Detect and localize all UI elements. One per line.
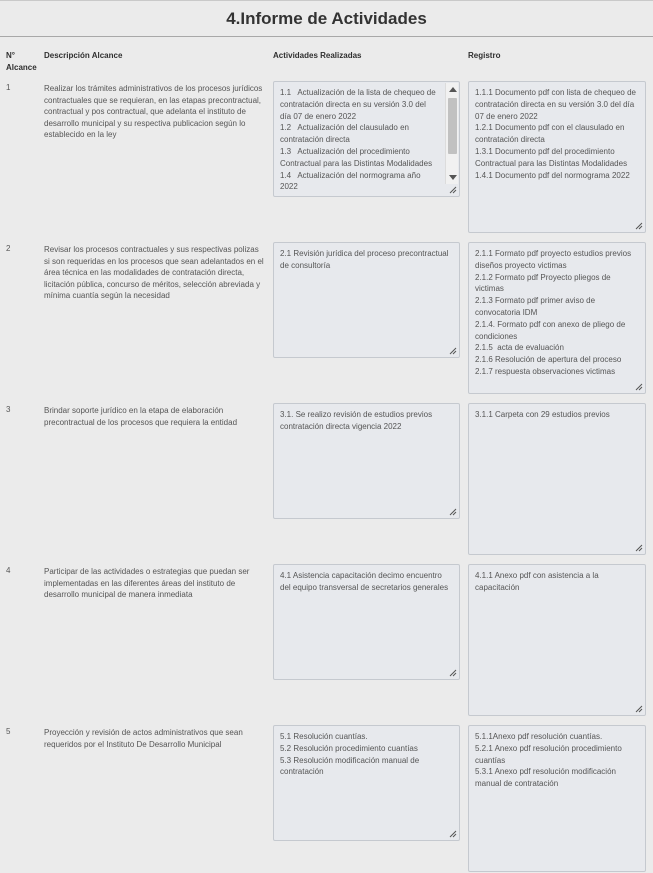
row-2-num: 2 <box>6 244 11 253</box>
row-2-registro-textarea[interactable] <box>468 242 646 394</box>
row-4-actividad-1: 4.1 Asistencia capacitación decimo encuentro del equipo transversal de secretarios generales <box>280 571 449 592</box>
resize-handle-icon[interactable] <box>449 508 457 516</box>
row-1-registro-1: 1.1.1 Documento pdf con lista de chequeo de contratación directa en su versión 3.0 del día 07 de enero 2022 <box>475 88 639 121</box>
row-1-registro-3: 1.3.1 Documento pdf del procedimiento Contractual para las Distintas Modalidades <box>475 146 628 168</box>
row-1-registro-4: 1.4.1 Documento pdf del normograma 2022 <box>475 170 630 180</box>
row-1-registro-2: 1.2.1 Documento pdf con el clausulado en contratación directa <box>475 123 627 145</box>
header-registro: Registro <box>468 51 501 60</box>
row-2-registro-2: 2.1.2 Formato pdf Proyecto pliegos de victimas <box>475 272 613 294</box>
row-5-registro-textarea[interactable] <box>468 725 646 872</box>
resize-handle-icon[interactable] <box>449 347 457 355</box>
resize-handle-icon[interactable] <box>635 705 643 713</box>
scroll-thumb[interactable] <box>448 98 457 154</box>
row-5-actividad-3: 5.3 Resolución modificación manual de contratación <box>280 755 422 777</box>
resize-handle-icon[interactable] <box>449 186 457 194</box>
row-3-actividades-textarea[interactable] <box>273 403 460 519</box>
resize-handle-icon[interactable] <box>635 222 643 230</box>
row-4-registro-1: 4.1.1 Anexo pdf con asistencia a la capacitación <box>475 571 601 592</box>
row-2-descripcion: Revisar los procesos contractuales y sus respectivas polizas si son requeridas en los procesos que sean adelantados en el área técnica en las modalidades de contratación directa, licitación pública, concurso de méritos, selección abreviada y mínima cuantía según la necesidad <box>44 245 264 301</box>
scroll-up-arrow-icon[interactable] <box>449 87 457 92</box>
row-3-registro-1: 3.1.1 Carpeta con 29 estudios previos <box>475 410 610 419</box>
row-5-registro-2: 5.2.1 Anexo pdf resolución procedimiento cuantías <box>475 743 624 765</box>
row-2-registro-7: 2.1.7 respuesta observaciones victimas <box>475 366 616 376</box>
row-1-registro-textarea[interactable] <box>468 81 646 233</box>
row-4-registro-textarea[interactable] <box>468 564 646 716</box>
row-5-actividad-2: 5.2 Resolución procedimiento cuantías <box>280 743 418 753</box>
row-3-num: 3 <box>6 405 11 414</box>
row-2-registro-1: 2.1.1 Formato pdf proyecto estudios previos diseños proyecto victimas <box>475 249 634 270</box>
row-5-num: 5 <box>6 727 11 736</box>
row-3-descripcion: Brindar soporte jurídico en la etapa de elaboración precontractual de los procesos que requiera la entidad <box>44 406 238 427</box>
header-num <box>6 50 37 74</box>
row-1-actividad-1: 1.1 Actualización de la lista de chequeo de contratación directa en su versión 3.0 del día 07 de enero 2022 <box>280 88 438 121</box>
title-divider <box>0 36 653 37</box>
row-5-actividades-textarea[interactable] <box>273 725 460 841</box>
row-4-num: 4 <box>6 566 11 575</box>
row-3-actividad-1: 3.1. Se realizo revisión de estudios previos contratación directa vigencia 2022 <box>280 410 435 431</box>
row-2-actividades-textarea[interactable] <box>273 242 460 358</box>
row-5-actividad-1: 5.1 Resolución cuantías. <box>280 732 368 741</box>
header-descripcion: Descripción Alcance <box>44 51 123 60</box>
row-3-registro-textarea[interactable] <box>468 403 646 555</box>
header-actividades: Actividades Realizadas <box>273 51 362 60</box>
header-num-line1: N° <box>6 51 15 60</box>
page-title: 4.Informe de Actividades <box>226 9 427 28</box>
resize-handle-icon[interactable] <box>449 830 457 838</box>
resize-handle-icon[interactable] <box>635 383 643 391</box>
row-2-registro-4: 2.1.4. Formato pdf con anexo de pliego de condiciones <box>475 319 628 341</box>
row-4-actividades-textarea[interactable] <box>273 564 460 680</box>
scroll-down-arrow-icon[interactable] <box>449 175 457 180</box>
row-1-actividad-4: 1.4 Actualización del normograma año 2022 <box>280 170 423 192</box>
row-1-num: 1 <box>6 83 11 92</box>
row-2-actividad-1: 2.1 Revisión jurídica del proceso precontractual de consultoría <box>280 249 451 270</box>
resize-handle-icon[interactable] <box>449 669 457 677</box>
row-1-actividades-scrollbar[interactable] <box>445 83 458 184</box>
header-num-line2: Alcance <box>6 63 37 72</box>
row-5-registro-1: 5.1.1Anexo pdf resolución cuantías. <box>475 732 603 741</box>
row-5-registro-3: 5.3.1 Anexo pdf resolución modificación manual de contratación <box>475 767 619 789</box>
row-4-descripcion: Participar de las actividades o estrategias que puedan ser implementadas en las diferentes áreas del instituto de desarrollo municipal de manera inmediata <box>44 567 250 600</box>
row-2-registro-5: 2.1.5 acta de evaluación <box>475 343 564 353</box>
row-1-actividades-textarea[interactable] <box>273 81 460 197</box>
row-1-actividad-3: 1.3 Actualización del procedimiento Contractual para las Distintas Modalidades <box>280 146 433 168</box>
row-5-descripcion: Proyección y revisión de actos administrativos que sean requeridos por el Instituto De Desarrollo Municipal <box>44 728 243 749</box>
row-1-descripcion: Realizar los trámites administrativos de los procesos jurídicos contractuales que se requieran, en las etapas precontractual, contractual y pos contractual, que adelanta el instituto de desarrollo municipal y su respectiva publicacion según lo establecido en la ley <box>44 84 263 140</box>
row-2-registro-6: 2.1.6 Resolución de apertura del proceso <box>475 355 622 365</box>
resize-handle-icon[interactable] <box>635 544 643 552</box>
row-2-registro-3: 2.1.3 Formato pdf primer aviso de convocatoria IDM <box>475 296 598 317</box>
row-1-actividad-2: 1.2 Actualización del clausulado en contratación directa <box>280 123 412 145</box>
